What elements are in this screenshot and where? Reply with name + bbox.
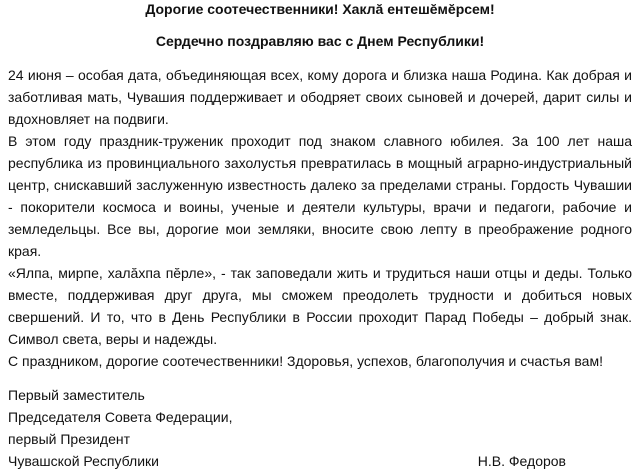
signature-title-line-1: Первый заместитель [8, 387, 145, 403]
paragraph-4: С праздником, дорогие соотечественники! Здоровья, успехов, благополучия и счастья вам! [8, 353, 603, 369]
signature-final-row [8, 450, 632, 472]
greeting-heading: Дорогие соотечественники! Хаклă ентешĕмĕрсем! [145, 1, 495, 17]
signature-title-line-3: первый Президент [8, 431, 131, 447]
signature-title-line-4: Чувашской Республики [8, 453, 159, 469]
congratulation-heading: Сердечно поздравляю вас с Днем Республики! [155, 33, 485, 49]
signature-title-line-2: Председателя Совета Федерации, [8, 409, 233, 425]
paragraph-1: 24 июня – особая дата, объединяющая всех, кому дорога и близка наша Родина. Как добрая и заботливая мать, Чувашия поддерживает и ободряет своих сыновей и дочерей, дарит силы и вдохновляет на подвиги. [8, 67, 632, 127]
signatory-name: Н.В. Федоров [477, 453, 566, 469]
letter-body [8, 64, 632, 372]
letter-document [8, 0, 632, 472]
paragraph-3: «Ялпа, мирпе, халăхпа пĕрле», - так заповедали жить и трудиться наши отцы и деды. Только вместе, поддерживая друг друга, мы сможем преодолеть трудности и добиться новых свершений. И то, что в День Республики в России проходит Парад Победы – добрый знак. Символ света, веры и надежды. [8, 265, 632, 347]
paragraph-2: В этом году праздник-труженик проходит под знаком славного юбилея. За 100 лет наша республика из провинциального захолустья превратилась в мощный аграрно-индустриальный центр, снискавший заслуженную известность далеко за пределами страны. Гордость Чувашии - покорители космоса и воины, ученые и деятели культуры, врачи и педагоги, рабочие и земледельцы. Все вы, дорогие мои земляки, вносите свою лепту в преображение родного края. [8, 133, 632, 259]
signature-block [8, 384, 632, 472]
